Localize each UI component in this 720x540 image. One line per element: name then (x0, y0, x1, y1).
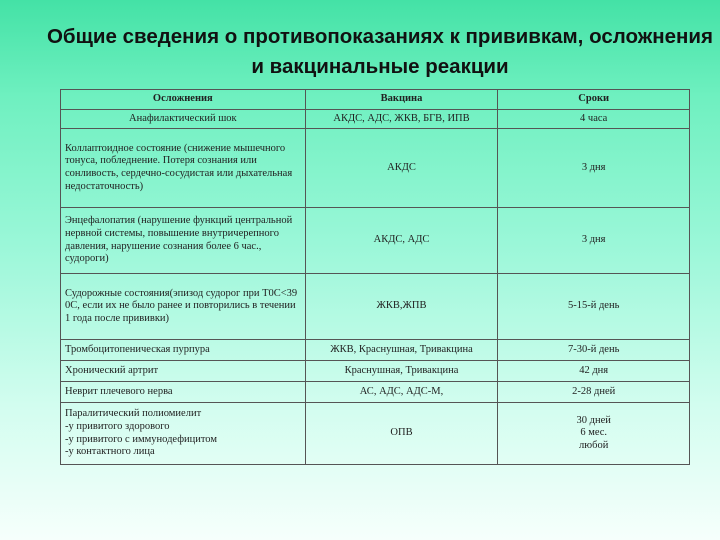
term-cell: 42 дня (498, 361, 690, 382)
header-complications: Осложнения (61, 90, 306, 110)
complication-cell: Энцефалопатия (нарушение функций центральной нервной системы, повышение внутричерепного давления, нарушение сознания более 6 час., судороги) (61, 208, 306, 274)
vaccine-cell: АКДС (305, 129, 498, 208)
complication-cell: Тромбоцитопеническая пурпура (61, 340, 306, 361)
complication-cell: Анафилактический шок (61, 110, 306, 129)
table-row (61, 361, 690, 382)
table-row (61, 340, 690, 361)
table-row (61, 129, 690, 208)
vaccine-cell: ОПВ (305, 403, 498, 465)
term-cell: 30 дней 6 мес. любой (498, 403, 690, 465)
table-row (61, 274, 690, 340)
vaccine-cell: ЖКВ, Краснушная, Тривакцина (305, 340, 498, 361)
table-row (61, 403, 690, 465)
term-cell: 2-28 дней (498, 382, 690, 403)
complication-cell: Судорожные состояния(эпизод судорог при Т0С<39 0С, если их не было ранее и повторились в течении 1 года после прививки) (61, 274, 306, 340)
complication-cell: Паралитический полиомиелит -у привитого здорового -у привитого с иммунодефицитом -у контактного лица (61, 403, 306, 465)
vaccine-cell: ЖКВ,ЖПВ (305, 274, 498, 340)
table-row (61, 382, 690, 403)
header-terms: Сроки (498, 90, 690, 110)
vaccine-cell: АКДС, АДС, ЖКВ, БГВ, ИПВ (305, 110, 498, 129)
page-title: Общие сведения о противопоказаниях к прививкам, осложнения и вакцинальные реакции (46, 25, 713, 78)
term-cell: 5-15-й день (498, 274, 690, 340)
term-cell: 3 дня (498, 129, 690, 208)
complication-cell: Коллаптоидное состояние (снижение мышечного тонуса, побледнение. Потеря сознания или сонливость, сердечно-сосудистая или дыхательная недостаточность) (61, 129, 306, 208)
complication-cell: Неврит плечевого нерва (61, 382, 306, 403)
vaccine-cell: Краснушная, Тривакцина (305, 361, 498, 382)
vaccine-cell: АС, АДС, АДС-М, (305, 382, 498, 403)
table-row (61, 208, 690, 274)
complications-table (60, 89, 690, 465)
term-cell: 3 дня (498, 208, 690, 274)
header-vaccine: Вакцина (305, 90, 498, 110)
table-header-row (61, 90, 690, 110)
term-cell: 4 часа (498, 110, 690, 129)
table-row (61, 110, 690, 129)
complication-cell: Хронический артрит (61, 361, 306, 382)
vaccine-cell: АКДС, АДС (305, 208, 498, 274)
term-cell: 7-30-й день (498, 340, 690, 361)
